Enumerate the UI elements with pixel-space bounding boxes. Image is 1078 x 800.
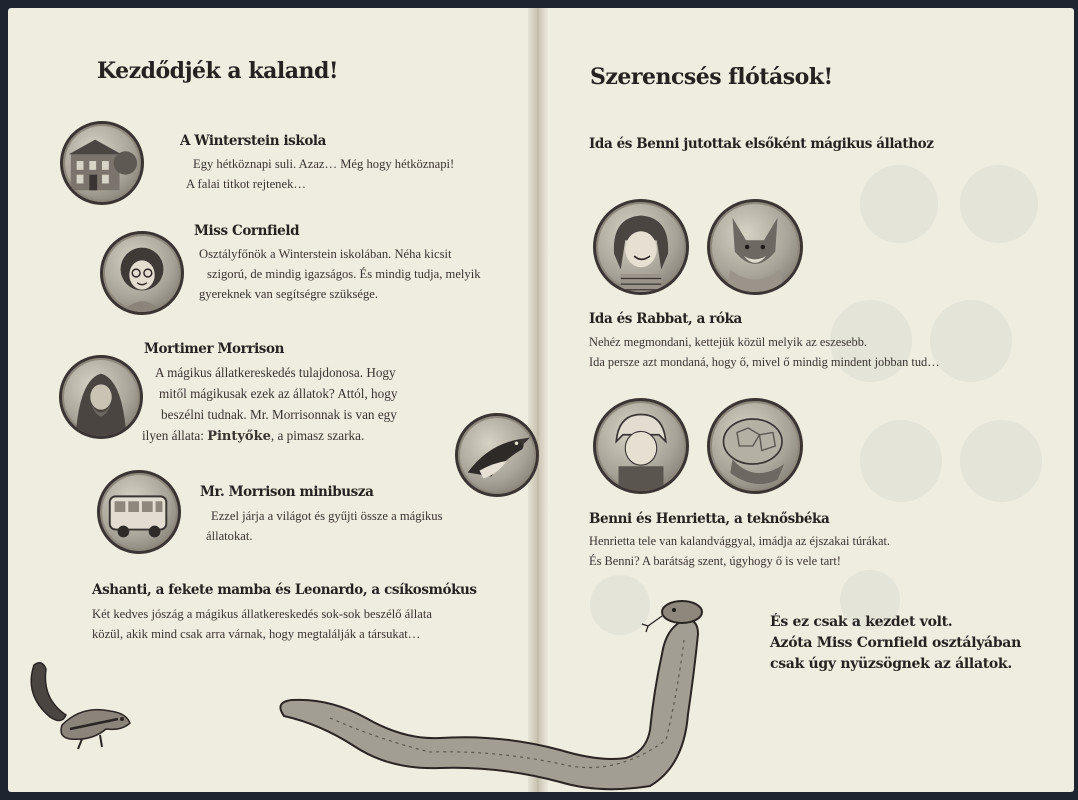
entry-description — [142, 362, 398, 447]
girl-icon — [593, 199, 689, 295]
description-line: Két kedves jószág a mágikus állatkereskedés sok-sok beszélő állata — [92, 607, 432, 621]
teacher-icon — [100, 231, 184, 315]
description-line: Nehéz megmondani, kettejük közül melyik az eszesebb. — [589, 335, 868, 349]
turtle-icon — [707, 398, 803, 494]
right-page-heading: Szerencsés flótások! — [590, 64, 833, 90]
right-page-intro: Ida és Benni jutottak elsőként mágikus állathoz — [589, 136, 934, 152]
pair-description — [589, 531, 890, 571]
description-fragment: ilyen állata: — [142, 428, 208, 443]
shopkeeper-icon — [59, 355, 143, 439]
closing-line: csak úgy nyüzsögnek az állatok. — [770, 656, 1012, 672]
description-line: Egy hétköznapi suli. Azaz… Még hogy hétköznapi! — [193, 157, 455, 171]
entry-name: A Winterstein iskola — [180, 133, 327, 149]
closing-line: Azóta Miss Cornfield osztályában — [770, 635, 1021, 651]
closing-statement — [770, 612, 1021, 675]
bleed-through-circle — [860, 165, 938, 243]
description-line: állatokat. — [206, 529, 253, 543]
bleed-through-circle — [930, 300, 1012, 382]
entry-name: Ashanti, a fekete mamba és Leonardo, a csíkosmókus — [92, 582, 477, 598]
description-line: Ezzel járja a világot és gyűjti össze a mágikus — [211, 509, 443, 523]
left-page-heading: Kezdődjék a kaland! — [97, 58, 338, 84]
bleed-through-circle — [960, 165, 1038, 243]
entry-description — [199, 244, 481, 304]
fox-icon — [707, 199, 803, 295]
description-line: beszélni tudnak. Mr. Morrisonnak is van egy — [161, 407, 397, 422]
magpie-icon — [455, 413, 539, 497]
description-line: mitől mágikusak ezek az állatok? Attól, hogy — [159, 386, 398, 401]
bleed-through-circle — [860, 420, 942, 502]
snake-icon — [270, 590, 750, 795]
entry-name: Mortimer Morrison — [144, 341, 285, 357]
description-line: közül, akik mind csak arra várnak, hogy megtalálják a társukat… — [92, 627, 421, 641]
description-line: És Benni? A barátság szent, úgyhogy ő is vele tart! — [589, 554, 841, 568]
closing-line: És ez csak a kezdet volt. — [770, 614, 953, 630]
minibus-icon — [97, 470, 181, 554]
entry-description — [206, 506, 443, 546]
description-line: Henrietta tele van kalandvággyal, imádja az éjszakai túrákat. — [589, 534, 891, 548]
pair-name: Benni és Henrietta, a teknősbéka — [589, 511, 830, 527]
squirrel-icon — [22, 655, 142, 755]
entry-name: Miss Cornfield — [194, 223, 300, 239]
pair-description — [589, 332, 940, 372]
description-line: gyereknek van segítségre szüksége. — [199, 287, 379, 301]
description-line: szigorú, de mindig igazságos. És mindig tudja, melyik — [207, 267, 481, 281]
boy-icon — [593, 398, 689, 494]
description-line: A mágikus állatkereskedés tulajdonosa. Hogy — [155, 365, 396, 380]
bleed-through-circle — [960, 420, 1042, 502]
description-fragment: , a pimasz szarka. — [270, 428, 365, 443]
highlighted-name: Pintyőke — [207, 429, 271, 444]
description-line-with-highlight — [142, 425, 397, 447]
pair-name: Ida és Rabbat, a róka — [589, 311, 742, 327]
description-line: Ida persze azt mondaná, hogy ő, mivel ő mindig mindent jobban tud… — [589, 355, 940, 369]
school-icon — [60, 121, 144, 205]
entry-name: Mr. Morrison minibusza — [200, 484, 374, 500]
description-line: A falai titkot rejtenek… — [186, 177, 306, 191]
description-line: Osztályfőnök a Winterstein iskolában. Néha kicsit — [199, 247, 452, 261]
entry-description — [186, 154, 454, 194]
